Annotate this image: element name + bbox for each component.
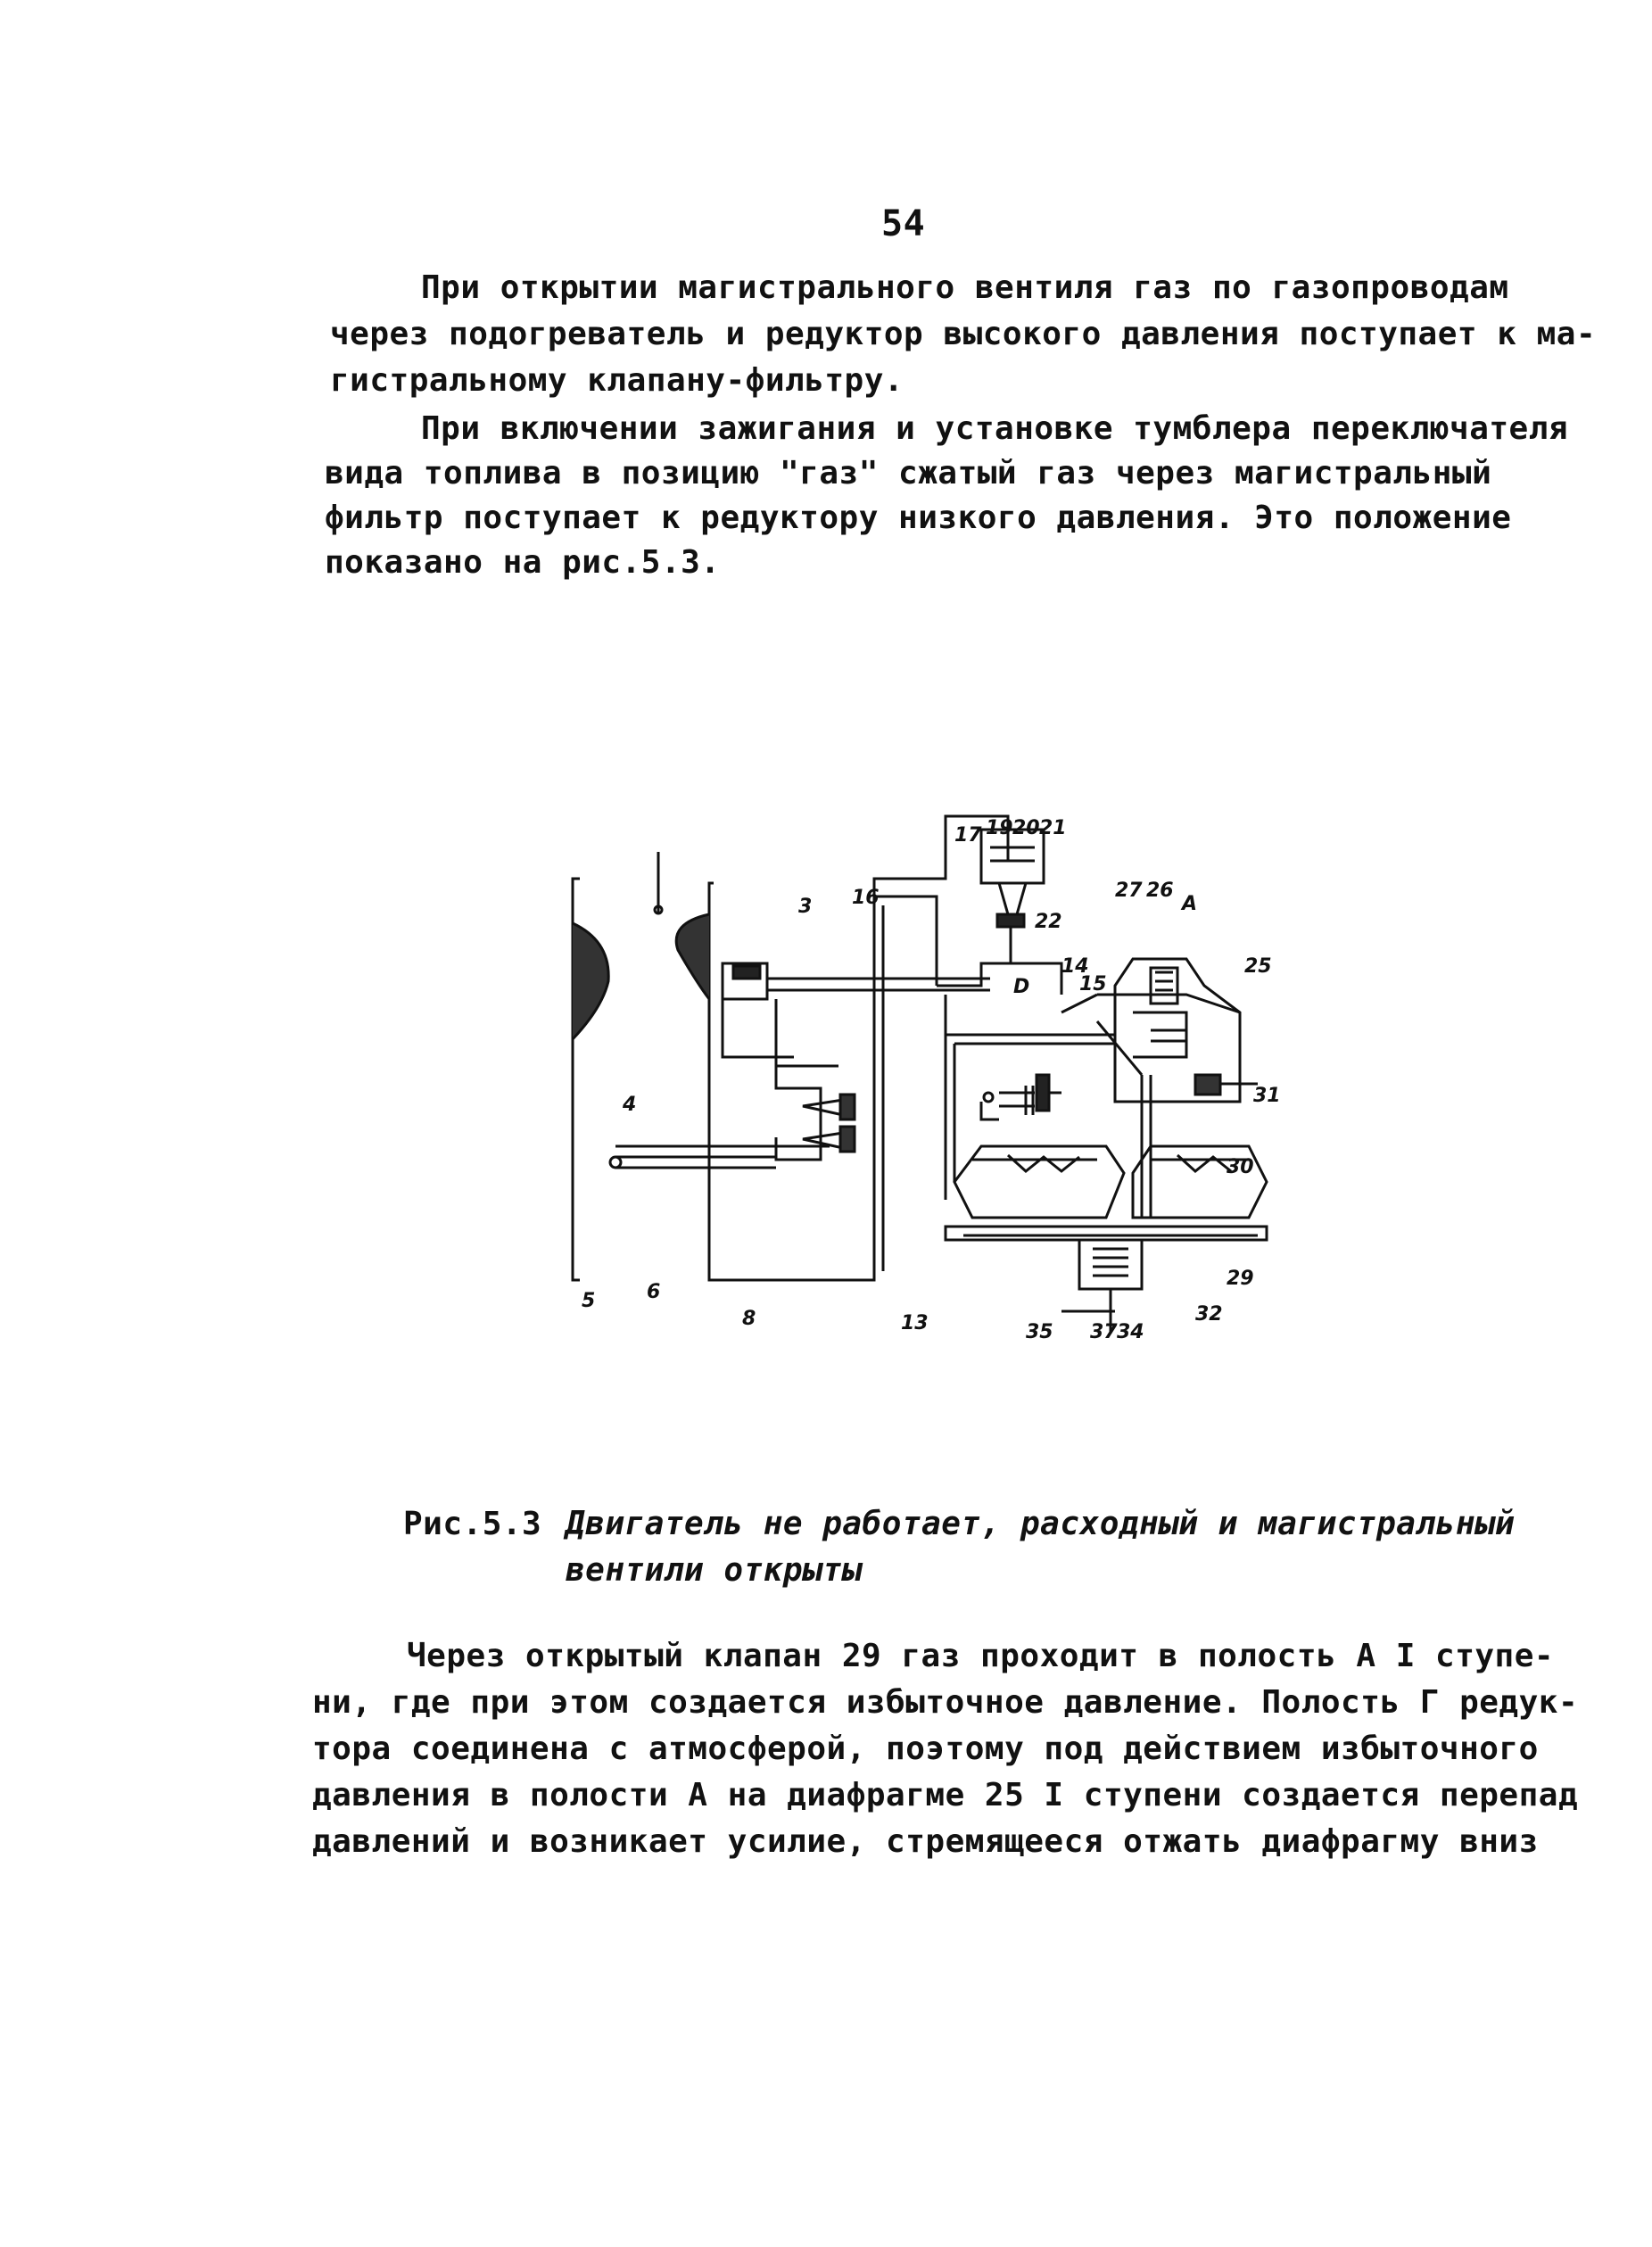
label-8: 8 <box>742 1308 756 1330</box>
para3-line1: Через открытый клапан 29 газ проходит в полость А I ступе- <box>407 1638 1555 1674</box>
para3-line4: давления в полости А на диафрагме 25 I ступени создается перепад <box>312 1777 1579 1813</box>
label-25: 25 <box>1244 955 1272 978</box>
left-cam <box>573 923 608 1039</box>
label-31: 31 <box>1253 1085 1281 1107</box>
label-A: A <box>1182 893 1198 915</box>
caption-label: Рис.5.3 <box>403 1506 542 1542</box>
para2-line1: При включении зажигания и установке тумблера переключателя <box>421 410 1569 447</box>
para3-line5: давлений и возникает усилие, стремящееся отжать диафрагму вниз <box>312 1823 1539 1860</box>
caption-line2: вентили открыты <box>566 1552 863 1589</box>
label-29: 29 <box>1227 1268 1254 1290</box>
para2-line2: вида топлива в позицию "газ" сжатый газ через магистральный <box>325 455 1492 492</box>
label-35: 35 <box>1026 1321 1053 1343</box>
throttle-bracket <box>709 883 718 1280</box>
para2-line3: фильтр поступает к редуктору низкого давления. Это положение <box>325 500 1512 536</box>
label-20: 20 <box>1012 817 1040 839</box>
label-3: 3 <box>798 896 813 918</box>
label-19: 19 <box>986 817 1013 839</box>
label-26: 26 <box>1146 880 1174 902</box>
label-13: 13 <box>901 1312 929 1334</box>
label-32: 32 <box>1195 1303 1223 1326</box>
label-37: 37 <box>1090 1321 1118 1343</box>
para1-line1: При открытии магистрального вентиля газ по газопроводам <box>421 269 1509 306</box>
para1-line3: гистральному клапану-фильтру. <box>330 362 904 399</box>
label-17: 17 <box>954 824 982 847</box>
label-30: 30 <box>1227 1156 1254 1178</box>
label-15: 15 <box>1079 973 1107 995</box>
page-number: 54 <box>881 203 926 244</box>
label-27: 27 <box>1115 880 1143 902</box>
label-22: 22 <box>1035 911 1062 933</box>
label-6: 6 <box>647 1281 661 1303</box>
para3-line2: ни, где при этом создается избыточное давление. Полость Г редук- <box>312 1684 1579 1721</box>
label-5: 5 <box>582 1290 596 1312</box>
para2-line4: показано на рис.5.3. <box>325 544 721 581</box>
label-21: 21 <box>1039 817 1067 839</box>
label-D: D <box>1013 976 1030 998</box>
label-16: 16 <box>852 887 880 909</box>
label-14: 14 <box>1061 955 1089 978</box>
label-34: 34 <box>1117 1321 1144 1343</box>
para3-line3: тора соединена с атмосферой, поэтому под действием избыточного <box>312 1731 1539 1767</box>
para1-line2: через подогреватель и редуктор высокого давления поступает к ма- <box>330 316 1597 352</box>
reducer-schematic-figure <box>562 807 1281 1360</box>
caption-line1: Двигатель не работает, расходный и магистральный <box>566 1506 1516 1542</box>
label-4: 4 <box>623 1094 637 1116</box>
throttle-cam <box>676 914 709 999</box>
